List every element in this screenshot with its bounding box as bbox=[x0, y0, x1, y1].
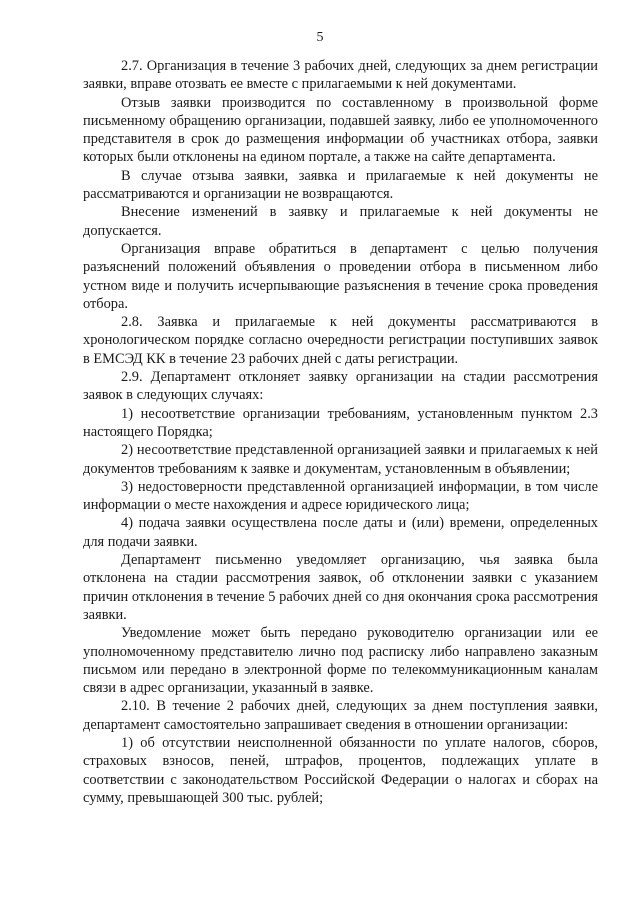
paragraph-2-8: 2.8. Заявка и прилагаемые к ней документы рассматриваются в хронологическом порядке согласно очередности регистрации поступивших заявок в ЕМСЭД КК в течение 23 рабочих дней с даты регистрации. bbox=[83, 314, 598, 367]
paragraph-clarifications: Организация вправе обратиться в департамент с целью получения разъяснений положений объявления о проведении отбора в письменном либо устном виде и получить исчерпывающие разъяснения в течение срока проведения отбора. bbox=[83, 240, 598, 312]
paragraph-withdrawal-procedure: Отзыв заявки производится по составленному в произвольной форме письменному обращению организации, подавшей заявку, либо ее уполномоченного представителя в срок до размещения информации об участниках отбора, заявки которых были отклонены на едином портале, а также на сайте департамента. bbox=[83, 94, 598, 166]
document-body bbox=[83, 57, 598, 807]
paragraph-withdrawal-effect: В случае отзыва заявки, заявка и прилагаемые к ней документы не рассматриваются и организации не возвращаются. bbox=[83, 167, 598, 203]
paragraph-notice-delivery: Уведомление может быть передано руководителю организации или ее уполномоченному представителю лично под расписку либо направлено заказным письмом или передано в электронной форме по телекоммуникационным каналам связи в адрес организации, указанный в заявке. bbox=[83, 625, 598, 697]
paragraph-2-10: 2.10. В течение 2 рабочих дней, следующих за днем поступления заявки, департамент самостоятельно запрашивает сведения в отношении организации: bbox=[83, 698, 598, 733]
paragraph-rejection-notice: Департамент письменно уведомляет организацию, чья заявка была отклонена на стадии рассмотрения заявок, об отклонении заявки с указанием причин отклонения в течение 5 рабочих дней со дня окончания срока рассмотрения заявки. bbox=[83, 552, 598, 623]
paragraph-2-7: 2.7. Организация в течение 3 рабочих дней, следующих за днем регистрации заявки, вправе отозвать ее вместе с прилагаемыми к ней документами. bbox=[83, 58, 598, 93]
paragraph-2-9: 2.9. Департамент отклоняет заявку организации на стадии рассмотрения заявок в следующих случаях: bbox=[83, 369, 598, 404]
list-item-rejection-4: 4) подача заявки осуществлена после даты и (или) времени, определенных для подачи заявки. bbox=[83, 515, 598, 550]
page-number: 5 bbox=[316, 30, 324, 45]
list-item-rejection-1: 1) несоответствие организации требованиям, установленным пунктом 2.3 настоящего Порядка; bbox=[83, 405, 598, 440]
list-item-rejection-2: 2) несоответствие представленной организацией заявки и прилагаемых к ней документов требованиям к заявке и документам, установленным в объявлении; bbox=[83, 442, 598, 477]
list-item-rejection-3: 3) недостоверности представленной организацией информации, в том числе информации о месте нахождения и адресе юридического лица; bbox=[83, 478, 598, 514]
paragraph-no-changes: Внесение изменений в заявку и прилагаемые к ней документы не допускается. bbox=[83, 204, 598, 239]
list-item-inquiry-1: 1) об отсутствии неисполненной обязанности по уплате налогов, сборов, страховых взносов, пеней, штрафов, процентов, подлежащих уплате в соответствии с законодательством Российской Федерации о налогах и сборах на сумму, превышающей 300 тыс. рублей; bbox=[83, 734, 598, 806]
